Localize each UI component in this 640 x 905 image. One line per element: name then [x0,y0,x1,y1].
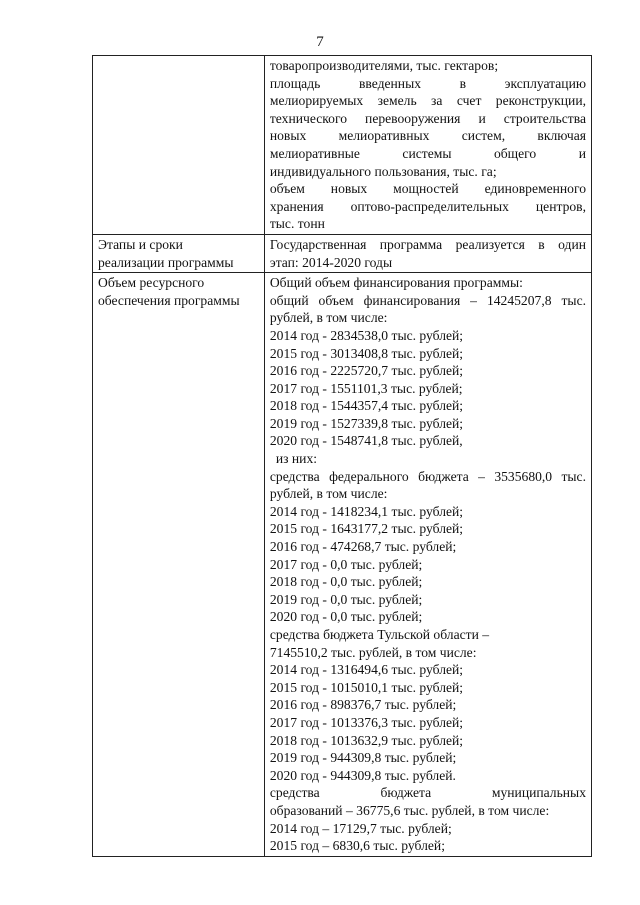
content-line: 2020 год - 1548741,8 тыс. рублей, [269,433,463,449]
content-line: 2014 год - 1316494,6 тыс. рублей; [269,662,464,678]
row-content-cell [264,234,591,272]
row-label-line: обеспечения программы [98,292,240,308]
content-line: 2016 год - 2225720,7 тыс. рублей; [269,363,464,379]
table-row [93,234,592,272]
row-label-line: Объем ресурсного [98,275,205,291]
content-line: средства бюджета муниципальных [269,785,586,801]
content-line: 2020 год - 944309,8 тыс. рублей. [269,767,456,783]
content-line: 2018 год - 1544357,4 тыс. рублей; [269,398,464,414]
content-line: этап: 2014-2020 годы [269,254,393,270]
content-line: 2015 год - 3013408,8 тыс. рублей; [269,345,464,361]
content-line: средства бюджета Тульской области – [269,627,490,642]
program-passport-table [92,55,592,857]
content-line: технического перевооружения и строительства [269,110,586,126]
row-label-cell [93,56,265,235]
content-line: 2014 год - 2834538,0 тыс. рублей; [269,327,464,343]
content-line: 2020 год - 0,0 тыс. рублей; [269,609,423,625]
content-line: 2015 год - 1643177,2 тыс. рублей; [269,521,464,537]
content-line: хранения оптово-распределительных центров, [269,198,586,214]
content-line: товаропроизводителями, тыс. гектаров; [269,58,499,73]
content-line: рублей, в том числе: [269,310,388,326]
row-content-cell [264,56,591,235]
page-number: 7 [316,34,324,50]
content-line: индивидуального пользования, тыс. га; [269,163,497,179]
content-line: средства федерального бюджета – 3535680,0 тыс. [269,468,586,484]
row-label-cell [93,273,265,857]
content-line: рублей, в том числе: [269,486,388,502]
content-line: мелиоративные системы общего и [269,145,586,161]
content-line: общий объем финансирования – 14245207,8 тыс. [269,292,586,308]
content-line: 7145510,2 тыс. рублей, в том числе: [269,644,477,660]
content-line: Государственная программа реализуется в один [269,236,586,252]
content-line: новых мелиоративных систем, включая [269,128,586,144]
content-line: 2016 год - 898376,7 тыс. рублей; [269,697,457,713]
content-line: образований – 36775,6 тыс. рублей, в том числе: [269,802,550,818]
content-line: Общий объем финансирования программы: [269,275,523,291]
content-line: 2017 год - 1013376,3 тыс. рублей; [269,714,464,730]
content-line: тыс. тонн [269,216,325,232]
content-line: 2014 год - 1418234,1 тыс. рублей; [269,503,464,519]
table-row [93,56,592,235]
content-line: 2015 год – 6830,6 тыс. рублей; [269,838,445,854]
row-label-line: реализации программы [98,254,234,270]
row-content-cell [264,273,591,857]
table-row [93,273,592,857]
content-line: 2015 год - 1015010,1 тыс. рублей; [269,679,464,695]
content-line: 2017 год - 0,0 тыс. рублей; [269,556,423,572]
content-line: из них: [275,451,318,467]
content-line: 2019 год - 1527339,8 тыс. рублей; [269,415,464,431]
content-line: 2016 год - 474268,7 тыс. рублей; [269,539,457,555]
content-line: 2018 год - 0,0 тыс. рублей; [269,574,423,590]
content-line: 2014 год – 17129,7 тыс. рублей; [269,820,452,836]
content-line: объем новых мощностей единовременного [269,181,586,197]
content-line: 2019 год - 944309,8 тыс. рублей; [269,750,457,766]
content-line: мелиорируемых земель за счет реконструкции, [269,93,586,109]
content-line: 2018 год - 1013632,9 тыс. рублей; [269,732,464,748]
content-line: площадь введенных в эксплуатацию [269,75,586,91]
row-label-cell [93,234,265,272]
content-line: 2017 год - 1551101,3 тыс. рублей; [269,380,463,396]
row-label-line: Этапы и сроки [98,236,183,252]
content-line: 2019 год - 0,0 тыс. рублей; [269,591,423,607]
